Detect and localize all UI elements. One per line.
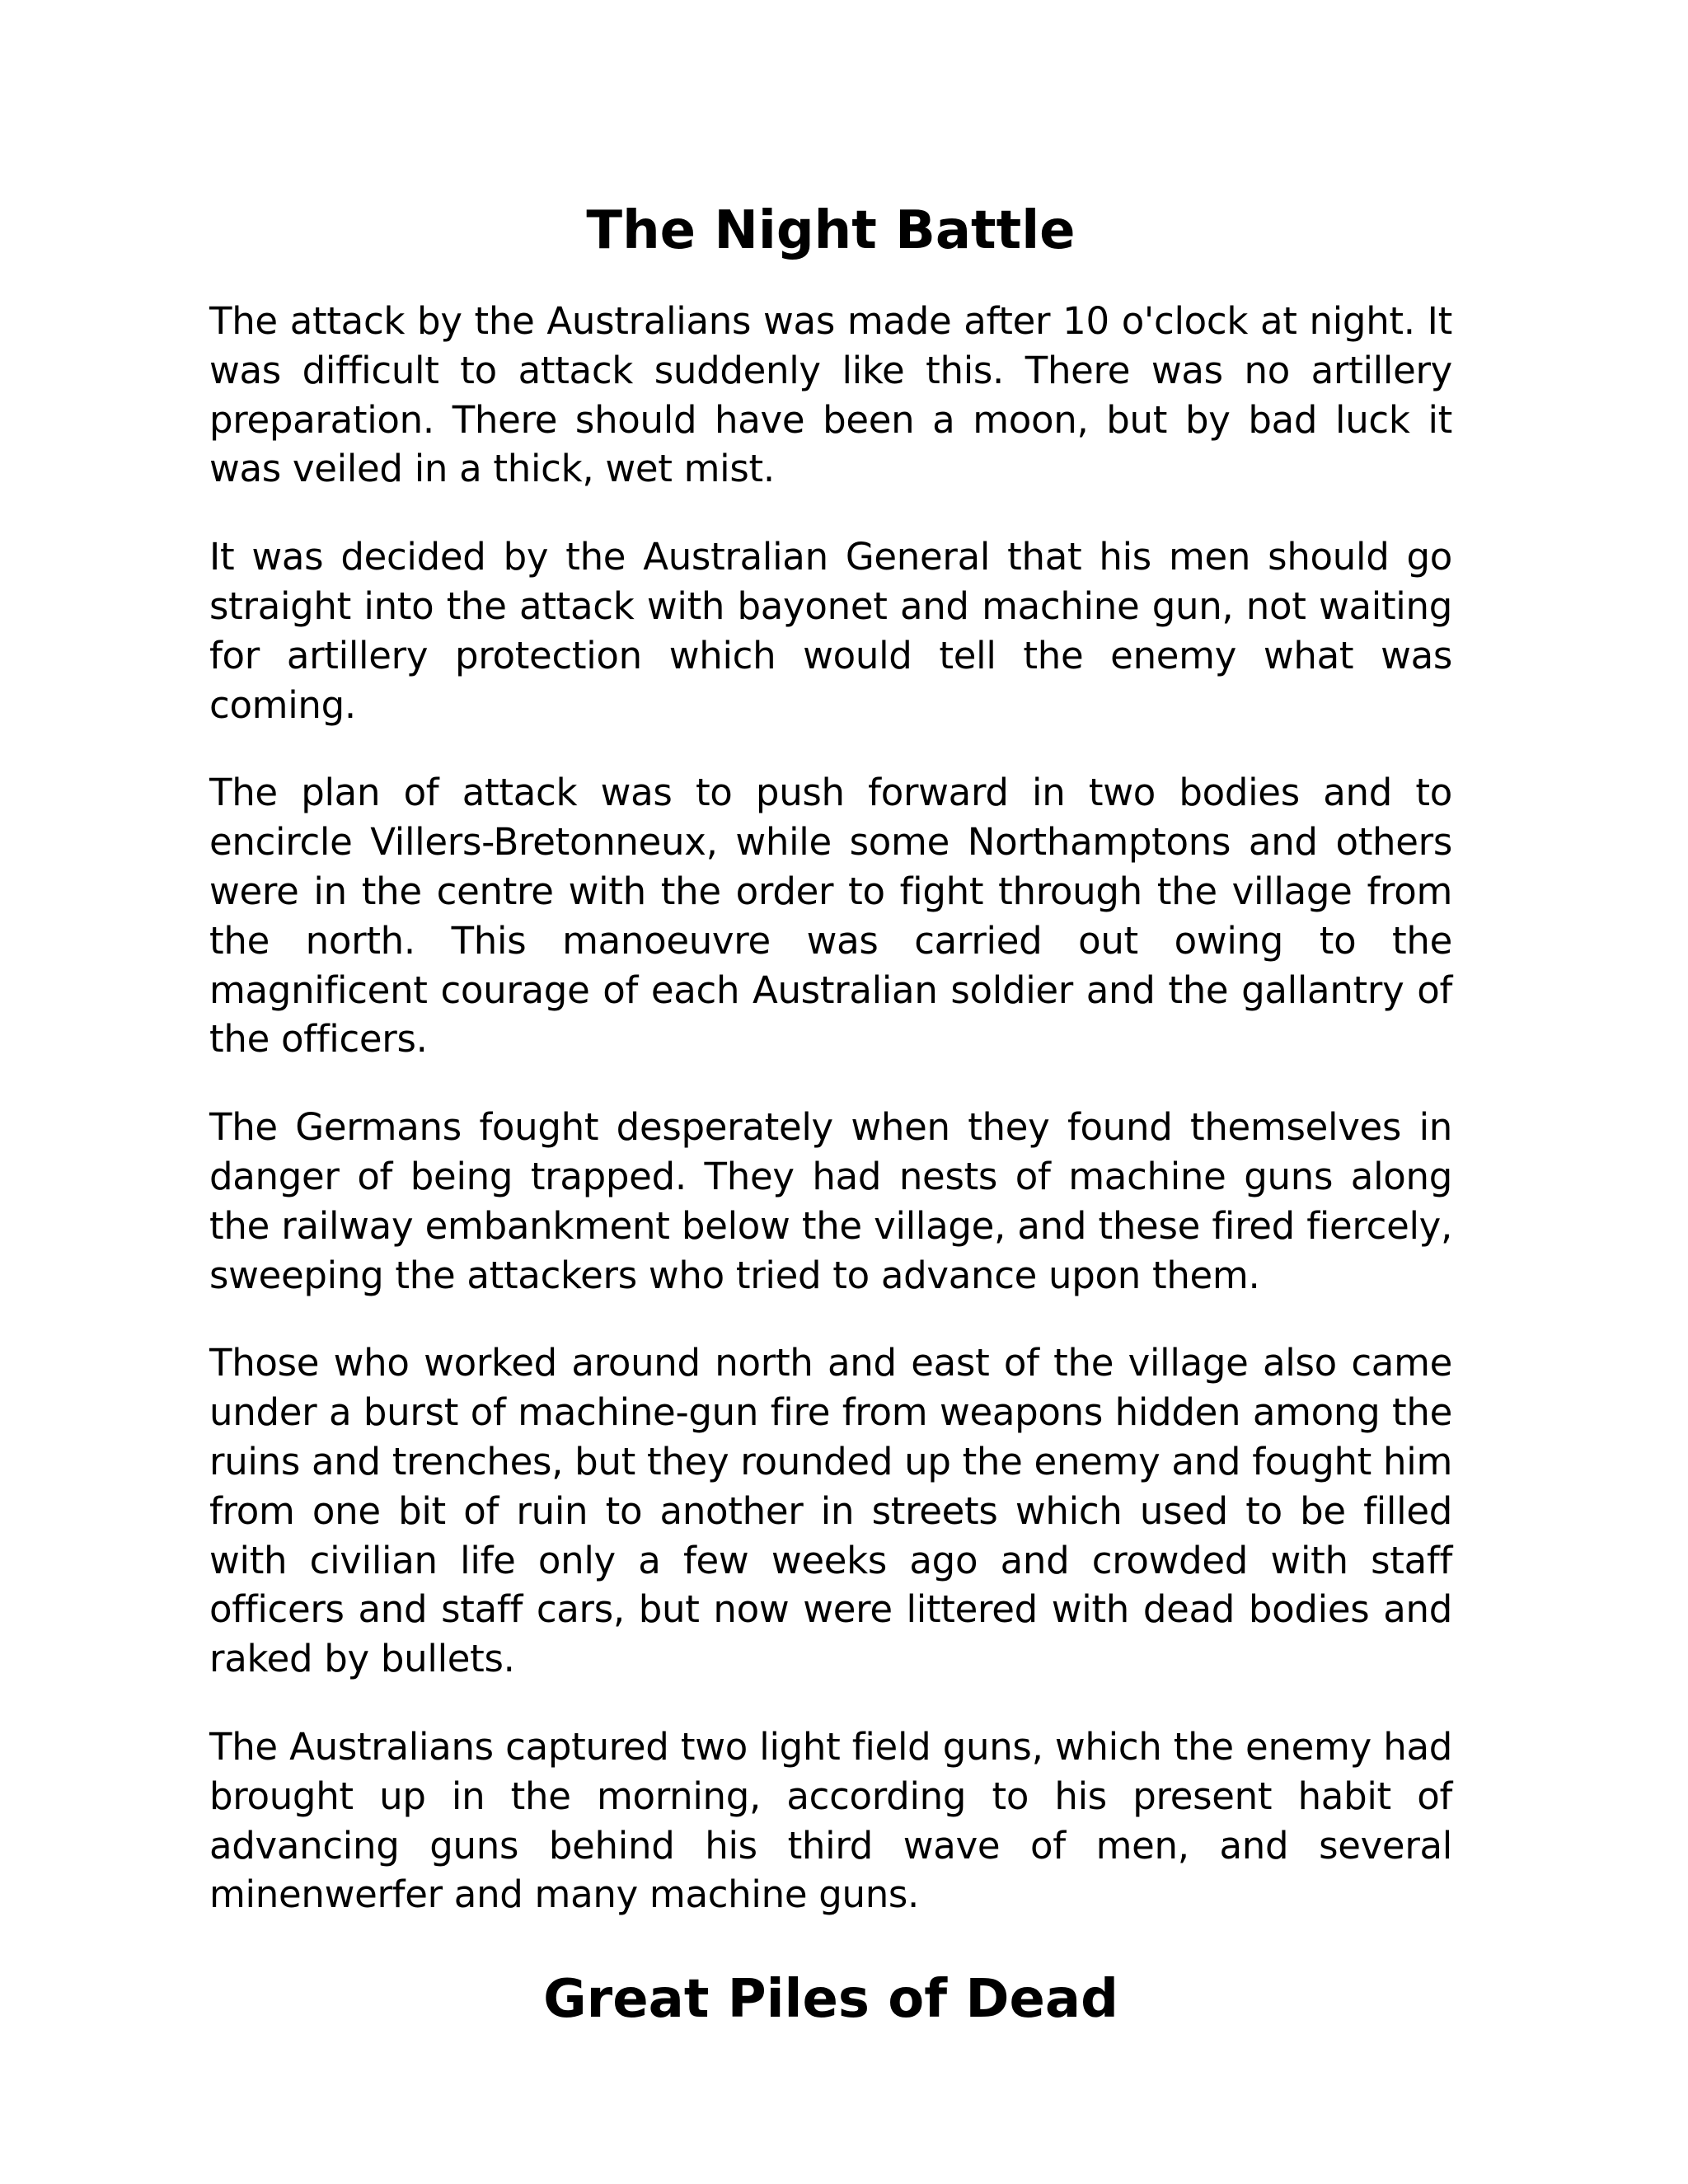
paragraph-5: Those who worked around north and east of the village also came under a burst of machine-gun fire from weapons hidden among the ruins and trenches, but they rounded up the enemy and fought him from one bit of ruin to another in streets which used to be filled with civilian life only a few weeks ago and crowded with staff officers and staff cars, but now were littered with dead bodies and raked by bullets. [209,1341,1452,1681]
heading-great-piles-of-dead: Great Piles of Dead [543,1969,1118,2031]
paragraph-4: The Germans fought desperately when they found themselves in danger of being trapped. They had nests of machine guns along the railway embankment below the village, and these fired fiercely, sweeping the attackers who tried to advance upon them. [209,1105,1452,1297]
document-page [209,190,1452,2065]
heading-night-battle: The Night Battle [586,200,1076,261]
paragraph-6: The Australians captured two light field guns, which the enemy had brought up in the morning, according to his present habit of advancing guns behind his third wave of men, and several minenwerfer and many machine guns. [209,1724,1452,1917]
paragraph-1: The attack by the Australians was made after 10 o'clock at night. It was difficult to attack suddenly like this. There was no artillery preparation. There should have been a moon, but by bad luck it was veiled in a thick, wet mist. [209,299,1452,491]
paragraph-3: The plan of attack was to push forward in two bodies and to encircle Villers-Bretonneux, while some Northamptons and others were in the centre with the order to fight through the village from the north. This manoeuvre was carried out owing to the magnificent courage of each Australian soldier and the gallantry of the officers. [209,771,1452,1062]
paragraph-2: It was decided by the Australian General that his men should go straight into the attack with bayonet and machine gun, not waiting for artillery protection which would tell the enemy what was coming. [209,535,1452,727]
